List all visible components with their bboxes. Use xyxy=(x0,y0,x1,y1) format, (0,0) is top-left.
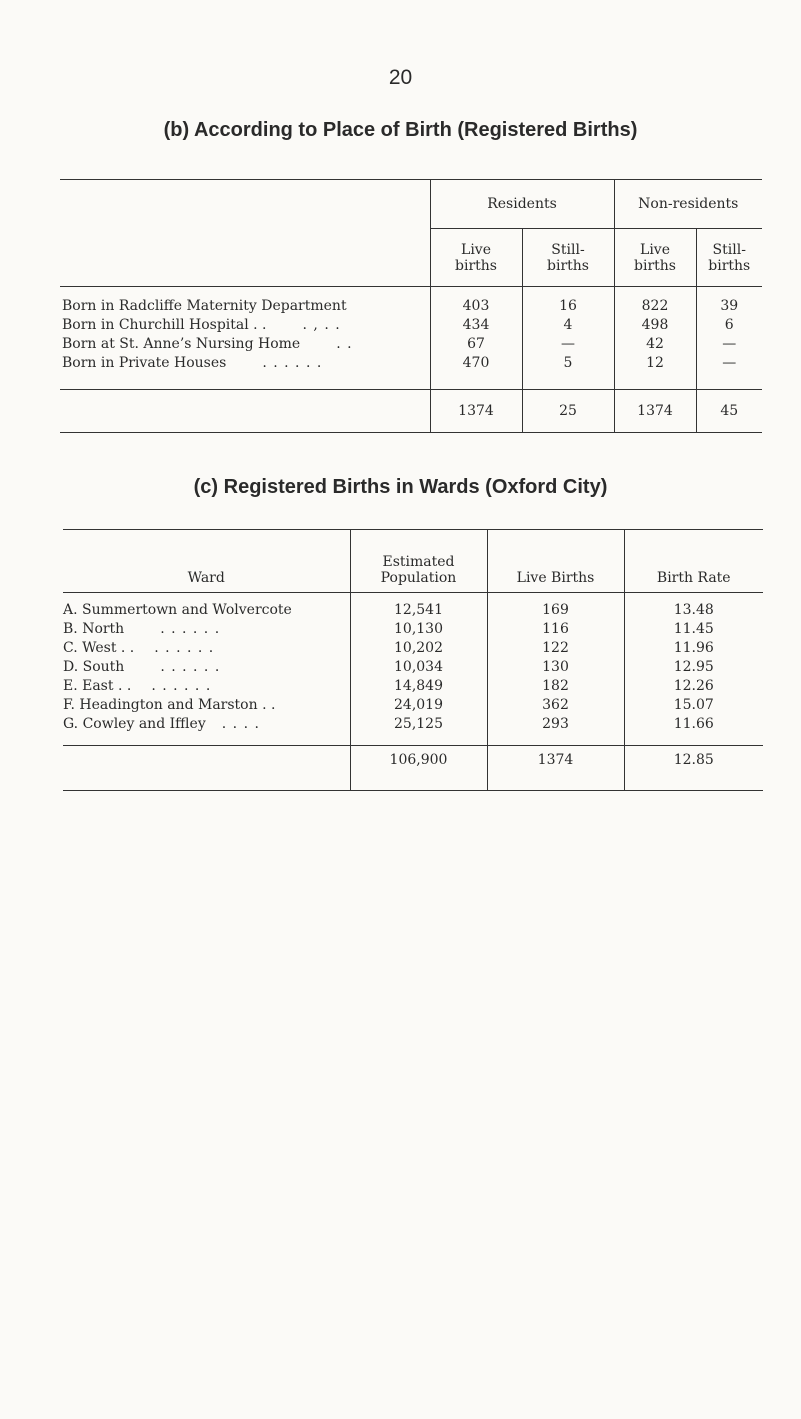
leader-dots: . . . . xyxy=(221,716,260,732)
live-births-header: Live Births xyxy=(487,530,624,593)
table-row xyxy=(60,316,762,335)
cell: 67 xyxy=(430,335,522,354)
cell: 24,019 xyxy=(350,696,487,715)
residents-stillbirths-header: Still- births xyxy=(522,229,614,287)
row-label: Born in Private Houses xyxy=(62,355,227,371)
total-live-births: 1374 xyxy=(487,746,624,791)
population-header: Estimated Population xyxy=(350,530,487,593)
non-residents-header: Non-residents xyxy=(614,180,762,229)
leader-dots: . . . . . . xyxy=(160,659,221,675)
cell: 14,849 xyxy=(350,677,487,696)
leader-dots: . . xyxy=(336,336,353,352)
ward-name: B. North xyxy=(63,621,125,637)
wards-table xyxy=(63,529,763,791)
cell: 25,125 xyxy=(350,715,487,734)
cell: 362 xyxy=(487,696,624,715)
cell: 470 xyxy=(430,354,522,373)
ward-name: C. West . . xyxy=(63,640,135,656)
total-population: 106,900 xyxy=(350,746,487,791)
totals-row xyxy=(63,746,763,791)
leader-dots: . . . . . . xyxy=(151,678,212,694)
row-label: Born in Churchill Hospital . . xyxy=(62,317,267,333)
cell: 130 xyxy=(487,658,624,677)
residents-header: Residents xyxy=(430,180,614,229)
cell: 5 xyxy=(522,354,614,373)
cell: — xyxy=(722,355,737,371)
cell: 13.48 xyxy=(673,602,714,618)
cell: 403 xyxy=(430,297,522,316)
cell: 4 xyxy=(522,316,614,335)
cell: — xyxy=(722,336,737,352)
table-row xyxy=(60,297,762,316)
table-row xyxy=(63,696,763,715)
leader-dots: . , . . xyxy=(302,317,341,333)
cell: 12 xyxy=(614,354,696,373)
row-label: Born at St. Anne’s Nursing Home xyxy=(62,336,301,352)
table-row xyxy=(60,354,762,373)
cell: 42 xyxy=(614,335,696,354)
cell: 15.07 xyxy=(673,697,714,713)
ward-name: D. South xyxy=(63,659,125,675)
page-number: 20 xyxy=(388,66,413,89)
cell: 498 xyxy=(614,316,696,335)
residents-live-births-header: Live births xyxy=(430,229,522,287)
total-cell: 25 xyxy=(522,390,614,433)
cell: 10,130 xyxy=(350,620,487,639)
cell: 169 xyxy=(487,601,624,620)
table-row xyxy=(63,715,763,734)
cell: 10,034 xyxy=(350,658,487,677)
group-header-row xyxy=(60,180,762,229)
cell: 122 xyxy=(487,639,624,658)
birth-rate-header: Birth Rate xyxy=(656,570,731,586)
totals-row xyxy=(60,390,762,433)
cell: 16 xyxy=(522,297,614,316)
table-row xyxy=(63,620,763,639)
cell: 434 xyxy=(430,316,522,335)
non-residents-stillbirths-header: Still- births xyxy=(708,241,751,274)
section-b-title: (b) According to Place of Birth (Registered Births) xyxy=(163,119,638,141)
leader-dots: . . . . . . xyxy=(160,621,221,637)
cell: 293 xyxy=(487,715,624,734)
table-row xyxy=(60,335,762,354)
cell: 822 xyxy=(614,297,696,316)
non-residents-live-births-header: Live births xyxy=(614,229,696,287)
table-row xyxy=(63,601,763,620)
cell: 6 xyxy=(724,317,734,333)
total-birth-rate: 12.85 xyxy=(673,752,714,768)
cell: 12.26 xyxy=(673,678,714,694)
total-cell: 1374 xyxy=(614,390,696,433)
cell: 11.66 xyxy=(673,716,714,732)
cell: — xyxy=(522,335,614,354)
total-cell: 45 xyxy=(720,403,739,419)
section-c-title: (c) Registered Births in Wards (Oxford City) xyxy=(193,476,608,498)
sub-header-row xyxy=(60,229,762,287)
total-cell: 1374 xyxy=(430,390,522,433)
ward-name: G. Cowley and Iffley xyxy=(63,716,206,732)
table-row xyxy=(63,658,763,677)
ward-header: Ward xyxy=(63,530,350,593)
place-of-birth-table xyxy=(60,179,762,433)
leader-dots: . . . . . . xyxy=(154,640,215,656)
cell: 39 xyxy=(720,298,739,314)
ward-name: F. Headington and Marston . . xyxy=(63,697,276,713)
cell: 116 xyxy=(487,620,624,639)
cell: 11.45 xyxy=(673,621,714,637)
ward-name: E. East . . xyxy=(63,678,132,694)
leader-dots: . . . . . . xyxy=(262,355,323,371)
header-row xyxy=(63,530,763,593)
cell: 10,202 xyxy=(350,639,487,658)
table-row xyxy=(63,677,763,696)
cell: 11.96 xyxy=(673,640,714,656)
row-label: Born in Radcliffe Maternity Department xyxy=(62,298,347,314)
cell: 182 xyxy=(487,677,624,696)
cell: 12.95 xyxy=(673,659,714,675)
ward-name: A. Summertown and Wolvercote xyxy=(63,602,292,618)
cell: 12,541 xyxy=(350,601,487,620)
table-row xyxy=(63,639,763,658)
